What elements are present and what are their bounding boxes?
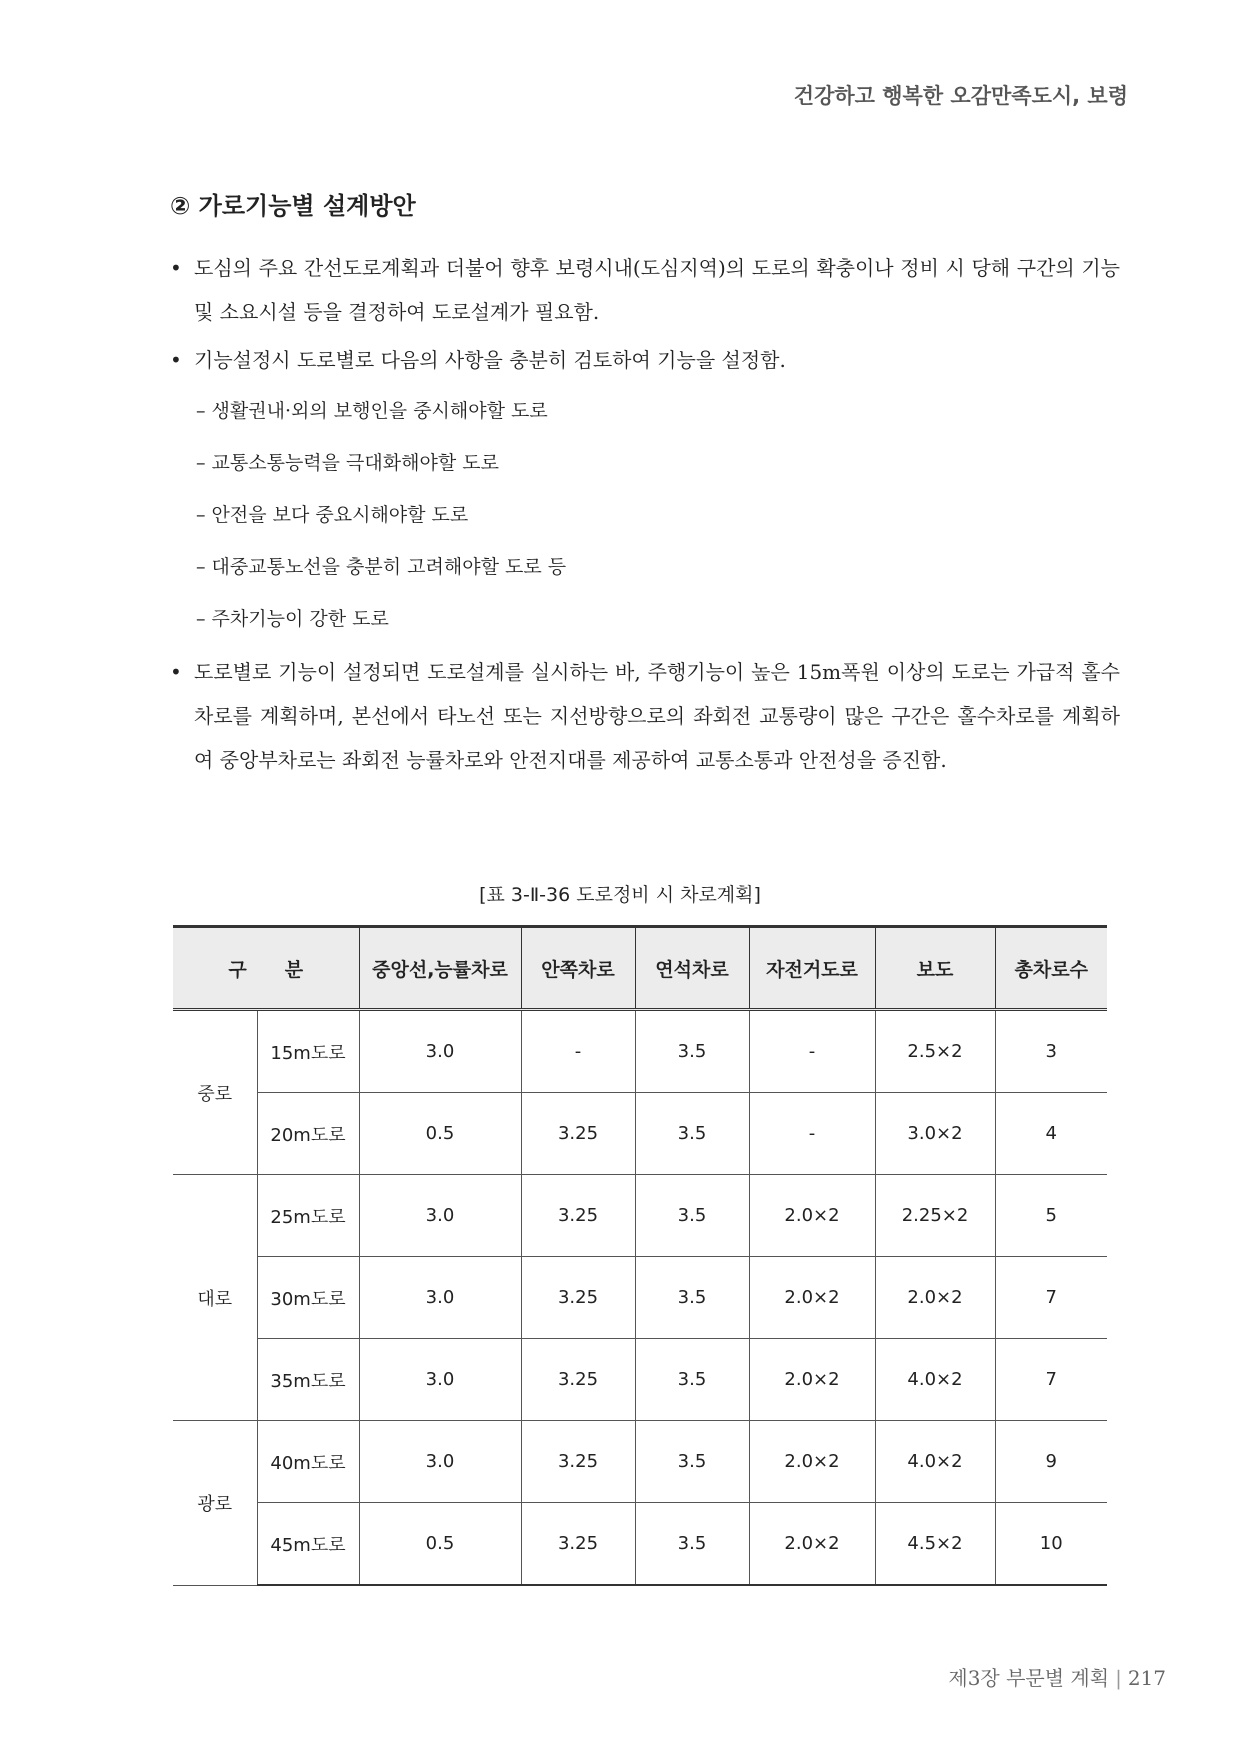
table-row [173,1421,1107,1503]
table-header-row [173,927,1107,1010]
table-cell: 3.0 [359,1421,521,1503]
table-cell: 3.5 [635,1257,749,1339]
road-width-cell: 25m도로 [257,1175,359,1257]
dash-item: – 대중교통노선을 충분히 고려해야할 도로 등 [196,556,567,578]
table-cell: 2.0×2 [749,1175,875,1257]
table-row [173,1175,1107,1257]
table-cell: 3.5 [635,1503,749,1586]
group-label: 광로 [173,1421,257,1586]
header-sidewalk: 보도 [875,927,995,1010]
table-cell: 10 [995,1503,1107,1586]
table-cell: 3.5 [635,1339,749,1421]
table-cell: 4.5×2 [875,1503,995,1586]
page-number: 217 [1127,1666,1166,1690]
table-cell: 3.5 [635,1421,749,1503]
road-width-cell: 30m도로 [257,1257,359,1339]
header-total-lanes: 총차로수 [995,927,1107,1010]
table-cell: 3.25 [521,1257,635,1339]
footer-separator: | [1115,1666,1122,1690]
table-cell: 9 [995,1421,1107,1503]
table-cell: - [521,1010,635,1093]
table-cell: 3.25 [521,1339,635,1421]
table-cell: 2.0×2 [749,1421,875,1503]
lane-plan-table [173,925,1107,1586]
chapter-label: 제3장 부문별 계획 [948,1666,1110,1690]
table-cell: 2.0×2 [749,1339,875,1421]
table-cell: 3.5 [635,1175,749,1257]
table-cell: 4.0×2 [875,1339,995,1421]
table-cell: 7 [995,1257,1107,1339]
table-row [173,1093,1107,1175]
road-width-cell: 20m도로 [257,1093,359,1175]
table-cell: 2.0×2 [749,1257,875,1339]
table-row [173,1503,1107,1586]
table-cell: 2.25×2 [875,1175,995,1257]
table-cell: 5 [995,1175,1107,1257]
paragraph-3 [170,650,1120,782]
header-median-lane: 중앙선,능률차로 [359,927,521,1010]
table-cell: 3.0 [359,1339,521,1421]
group-label: 중로 [173,1010,257,1175]
paragraph-text: 도로별로 기능이 설정되면 도로설계를 실시하는 바, 주행기능이 높은 15m폭원 이상의 도로는 가급적 홀수차로를 계획하며, 본선에서 타노선 또는 지선방향으로의 좌회전 교통량이 많은 구간은 홀수차로를 계획하여 중앙부차로는 좌회전 능률차로와 안전지대를 제공하여 교통소통과 안전성을 증진함. [194,660,1120,772]
bullet-symbol: • [170,660,182,684]
table-cell: 3.25 [521,1175,635,1257]
dash-item: – 안전을 보다 중요시해야할 도로 [196,504,469,526]
header-bike-lane: 자전거도로 [749,927,875,1010]
table-cell: 3 [995,1010,1107,1093]
group-label: 대로 [173,1175,257,1421]
paragraph-1 [170,246,1120,334]
table-cell: 3.5 [635,1093,749,1175]
road-width-cell: 40m도로 [257,1421,359,1503]
table-cell: 3.25 [521,1421,635,1503]
bullet-symbol: • [170,348,182,372]
header-category: 구 분 [173,927,359,1010]
table-cell: 0.5 [359,1093,521,1175]
table-cell: 3.0 [359,1257,521,1339]
section-title: ② 가로기능별 설계방안 [170,192,416,220]
table-cell: 3.25 [521,1093,635,1175]
table-row [173,1257,1107,1339]
bullet-symbol: • [170,256,182,280]
road-width-cell: 45m도로 [257,1503,359,1586]
paragraph-text: 도심의 주요 간선도로계획과 더불어 향후 보령시내(도심지역)의 도로의 확충이나 정비 시 당해 구간의 기능 및 소요시설 등을 결정하여 도로설계가 필요함. [194,256,1120,324]
table-caption: [표 3-Ⅱ-36 도로정비 시 차로계획] [479,884,761,906]
table-cell: - [749,1010,875,1093]
table-cell: - [749,1093,875,1175]
table-cell: 0.5 [359,1503,521,1586]
header-inner-lane: 안쪽차로 [521,927,635,1010]
table-cell: 7 [995,1339,1107,1421]
table-cell: 3.5 [635,1010,749,1093]
table-cell: 3.25 [521,1503,635,1586]
road-width-cell: 15m도로 [257,1010,359,1093]
road-width-cell: 35m도로 [257,1339,359,1421]
table-row [173,1010,1107,1093]
table-row [173,1339,1107,1421]
header-curb-lane: 연석차로 [635,927,749,1010]
table-cell: 2.0×2 [875,1257,995,1339]
running-head: 건강하고 행복한 오감만족도시, 보령 [793,84,1128,108]
paragraph-text: 기능설정시 도로별로 다음의 사항을 충분히 검토하여 기능을 설정함. [194,348,786,372]
table-cell: 3.0×2 [875,1093,995,1175]
table-cell: 4.0×2 [875,1421,995,1503]
table-cell: 3.0 [359,1010,521,1093]
dash-item: – 교통소통능력을 극대화해야할 도로 [196,452,499,474]
page-footer [948,1662,1166,1691]
paragraph-2 [170,338,1120,382]
table-cell: 2.5×2 [875,1010,995,1093]
table-cell: 4 [995,1093,1107,1175]
table-cell: 3.0 [359,1175,521,1257]
dash-item: – 주차기능이 강한 도로 [196,608,389,630]
dash-item: – 생활권내·외의 보행인을 중시해야할 도로 [196,400,548,422]
table-cell: 2.0×2 [749,1503,875,1586]
